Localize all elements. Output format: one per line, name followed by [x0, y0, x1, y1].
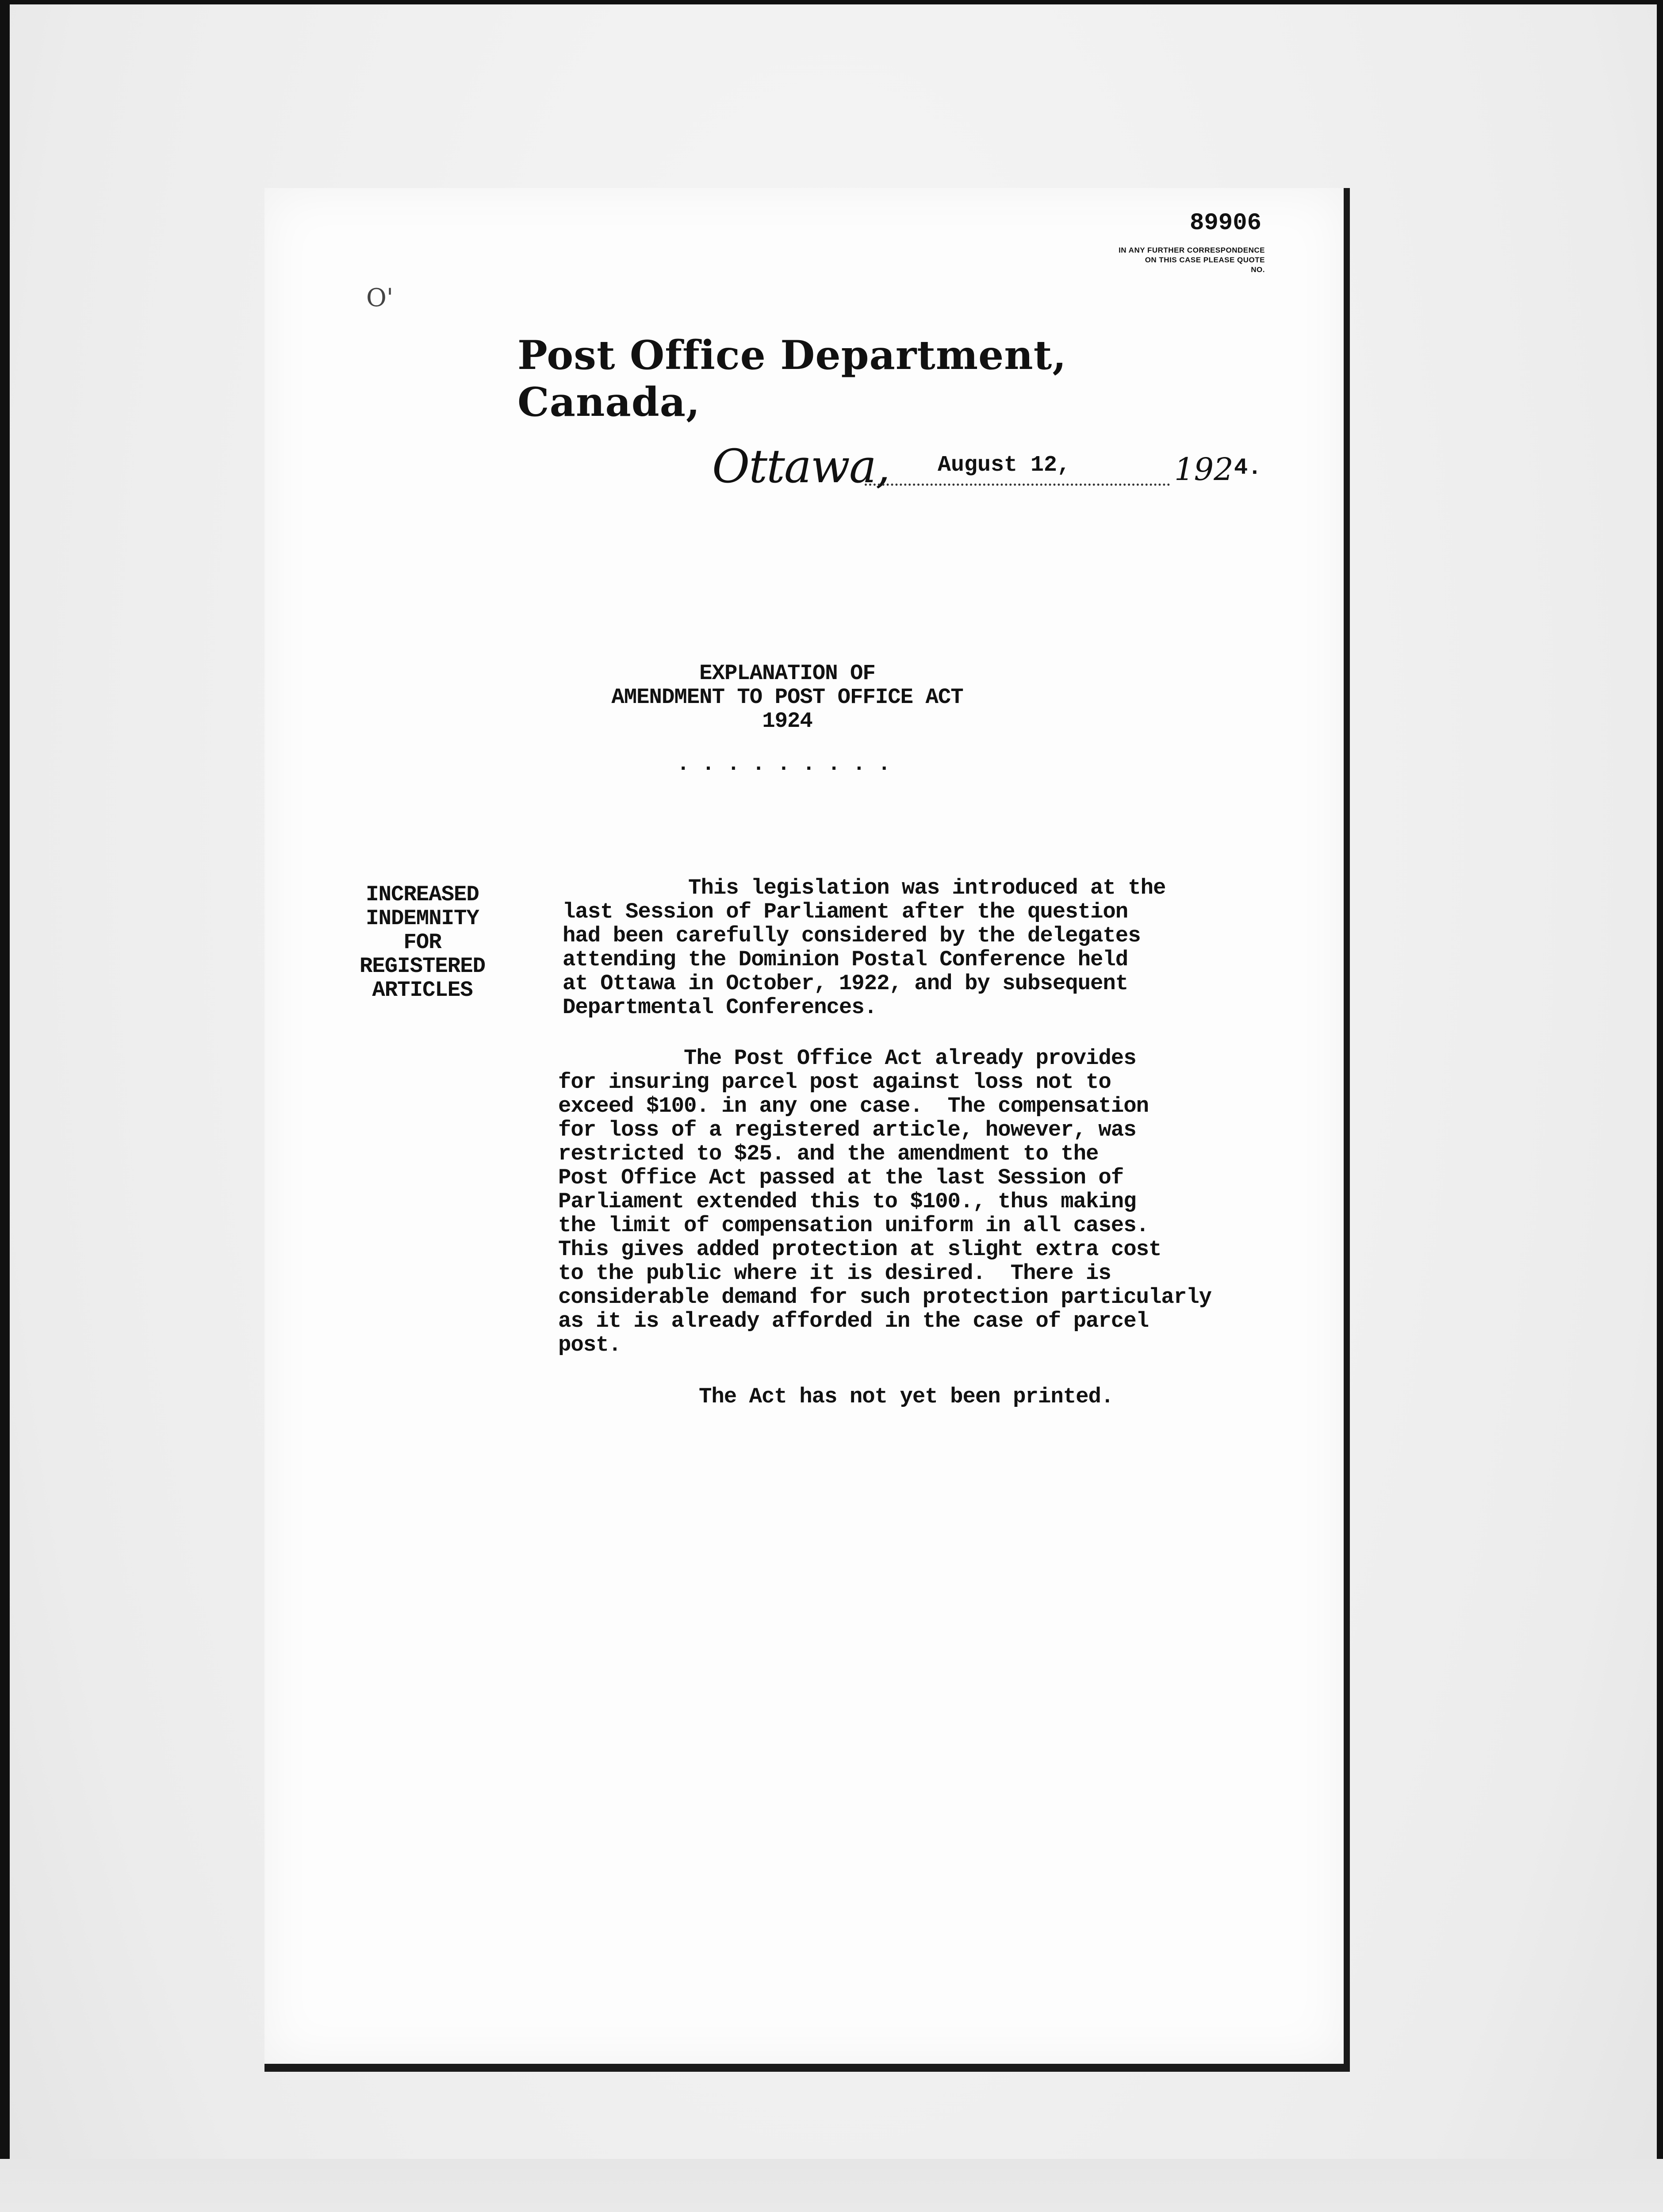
- film-edge-top: [0, 0, 1663, 4]
- letterhead-department: Post Office Department, Canada,: [517, 332, 1067, 426]
- film-edge-right: [1657, 0, 1663, 2212]
- archive-sleeve: [0, 2159, 1663, 2212]
- letter-date: August 12,: [938, 453, 1071, 478]
- letter-year-typed: 4.: [1234, 455, 1262, 481]
- file-number: 89906: [1190, 210, 1262, 237]
- paragraph-3: The Act has not yet been printed.: [699, 1384, 1114, 1409]
- title-separator: . . . . . . . . .: [677, 752, 890, 776]
- letter-place: Ottawa,: [712, 439, 889, 493]
- paragraph-2: The Post Office Act already provides for insuring parcel post against loss not to exceed $100. in any one case. The compensation for loss of a registered article, however, was restricted to $25. and the amendment to the Post Office Act passed at the last Session of Parliament extended this to $100., thus making the limit of compensation uniform in all cases. This gives added protection at slight extra cost to the public where it is desired. There is considerable demand for such protection particularly as it is already afforded in the case of parcel post.: [558, 1046, 1212, 1357]
- letter-year-printed: 192: [1174, 451, 1234, 488]
- correspondence-note: IN ANY FURTHER CORRESPONDENCE ON THIS CASE PLEASE QUOTE NO.: [1119, 246, 1265, 274]
- stray-mark: O': [366, 284, 394, 312]
- film-edge-left: [0, 0, 10, 2212]
- paragraph-1: This legislation was introduced at the last Session of Parliament after the question had been carefully considered by the delegates attending the Dominion Postal Conference held at Ottawa in October, 1922, and by subsequent Departmental Conferences.: [563, 876, 1166, 1020]
- date-dotted-rule: [865, 484, 1170, 486]
- document-title: EXPLANATION OF AMENDMENT TO POST OFFICE ACT 1924: [611, 661, 963, 733]
- margin-note: INCREASED INDEMNITY FOR REGISTERED ARTICLES: [359, 882, 486, 1002]
